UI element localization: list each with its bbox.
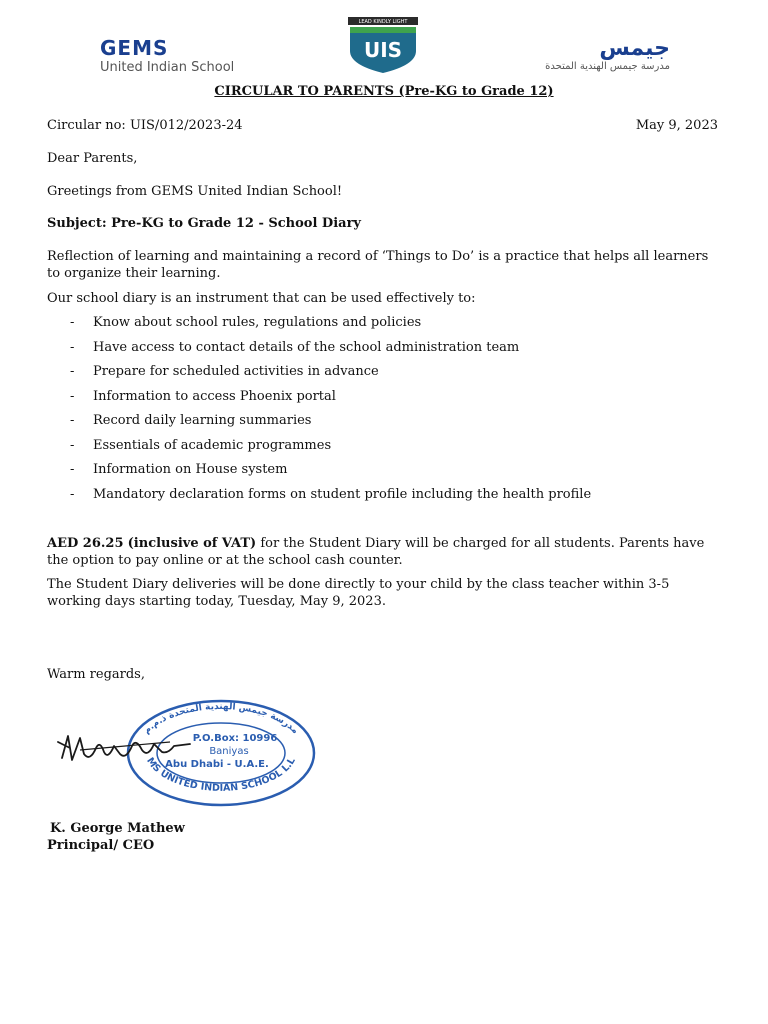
list-item: - Information on House system — [70, 462, 288, 477]
diary-uses-list — [70, 314, 750, 510]
paragraph-reflection: Reflection of learning and maintaining a record of ‘Things to Do’ is a practice that helps all learners to organize their learning. — [47, 249, 709, 281]
stamp-city: Abu Dhabi - U.A.E. — [165, 759, 269, 770]
signature-icon — [50, 728, 200, 773]
arabic-logo-main: جيمس — [599, 36, 670, 61]
stamp-area: Baniyas — [209, 746, 249, 757]
paragraph-fee — [47, 535, 723, 569]
list-item: - Information to access Phoenix portal — [70, 388, 336, 404]
circular-date: May 9, 2023 — [635, 118, 718, 133]
paragraph-delivery: The Student Diary deliveries will be done directly to your child by the class teacher within 3-5 working days starting today, Tuesday, May 9, 2023. — [47, 577, 670, 609]
paragraph-diary-intro: Our school diary is an instrument that can be used effectively to: — [47, 291, 476, 306]
stamp-arabic-ring: مدرسة جيمس الهندية المتحدة ذ.م.م — [141, 702, 301, 737]
list-item: - Mandatory declaration forms on student profile including the health profile — [70, 486, 592, 502]
circular-title: CIRCULAR TO PARENTS (Pre-KG to Grade 12) — [214, 84, 554, 99]
closing: Warm regards, — [47, 667, 145, 682]
stamp-po-box: P.O.Box: 10996 — [192, 733, 278, 744]
uis-logo-letters: UIS — [363, 38, 403, 62]
arabic-logo — [510, 38, 670, 74]
uis-logo-tagline: LEAD KINDLY LIGHT — [358, 19, 408, 25]
salutation: Dear Parents, — [47, 151, 138, 166]
arabic-logo-subtitle: مدرسة جيمس الهندية المتحدة — [545, 61, 670, 72]
list-item: - Know about school rules, regulations and policies — [70, 315, 422, 330]
fee-amount: AED 26.25 — [47, 536, 124, 551]
list-item: - Have access to contact details of the school administration team — [70, 339, 520, 355]
list-item: - Prepare for scheduled activities in advance — [70, 364, 379, 379]
signatory-name: K. George Mathew — [50, 821, 185, 836]
signature — [50, 728, 200, 773]
subject-line: Subject: Pre-KG to Grade 12 - School Diary — [47, 216, 361, 231]
fee-vat-note: (inclusive of VAT) — [127, 536, 257, 551]
fee-details: for the Student Diary will be charged for all students. Parents have the option to pay online or at the school cash counter. — [47, 536, 705, 568]
greeting: Greetings from GEMS United Indian School! — [47, 184, 343, 199]
signatory-role: Principal/ CEO — [47, 838, 155, 853]
list-item: - Essentials of academic programmes — [70, 437, 332, 453]
gems-logo-word: GEMS — [100, 36, 169, 60]
gems-logo-subtitle: United Indian School — [100, 60, 235, 75]
circular-number: Circular no: UIS/012/2023-24 — [47, 118, 243, 133]
uis-shield-icon — [346, 17, 420, 73]
gems-logo — [100, 38, 234, 76]
stamp-english-ring: MS UNITED INDIAN SCHOOL L.L — [144, 755, 298, 794]
uis-logo — [346, 17, 420, 73]
list-item: - Record daily learning summaries — [70, 413, 312, 428]
